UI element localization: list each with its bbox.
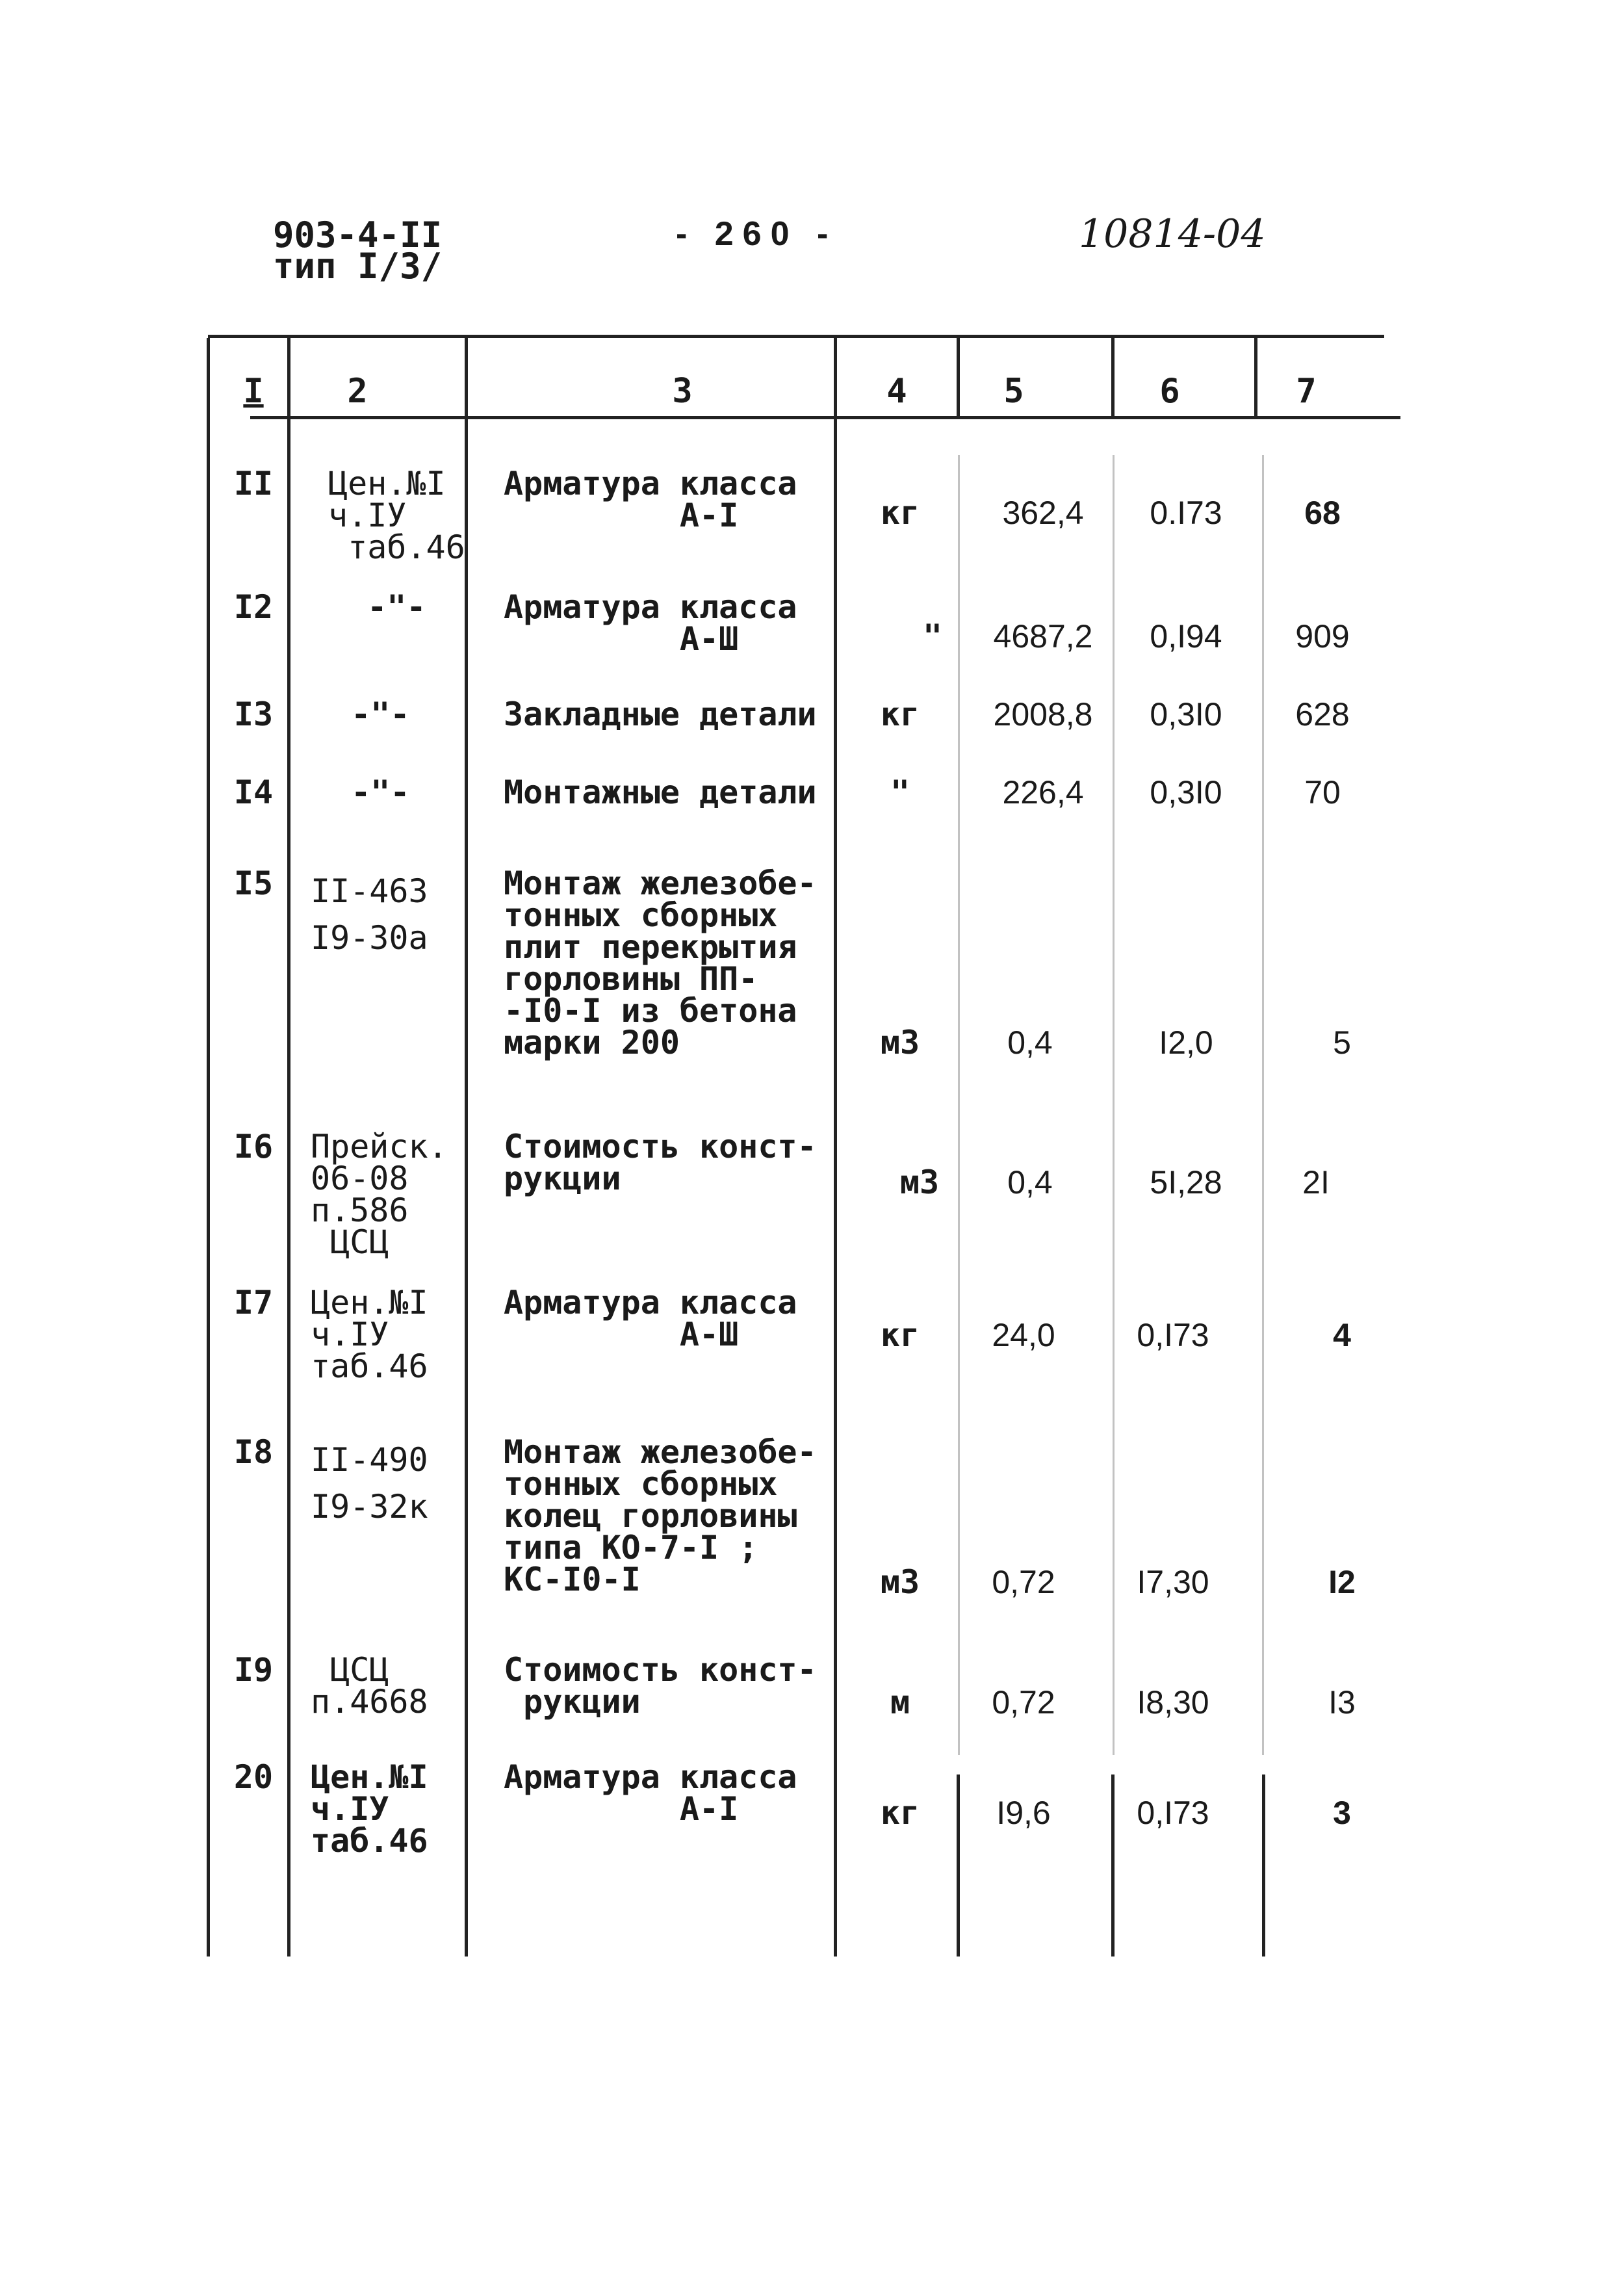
reference: II-490 I9-32к bbox=[311, 1441, 428, 1526]
item-name: Арматура класса А-I bbox=[504, 465, 797, 534]
item-name: Стоимость конст- рукции bbox=[504, 1128, 817, 1197]
total: 628 bbox=[1295, 696, 1350, 733]
reference: ЦСЦ п.4668 bbox=[311, 1651, 428, 1721]
unit: кг bbox=[880, 1794, 920, 1832]
unit: м3 bbox=[880, 1563, 920, 1601]
quantity: 0,72 bbox=[992, 1564, 1055, 1600]
total: I3 bbox=[1328, 1684, 1356, 1721]
document-code-line2: тип I/3/ bbox=[273, 246, 443, 287]
unit-price: 0,I73 bbox=[1137, 1795, 1209, 1831]
unit: м bbox=[890, 1684, 910, 1721]
total: 3 bbox=[1333, 1795, 1351, 1831]
item-name: Монтажные детали bbox=[504, 774, 817, 811]
total: 5 bbox=[1333, 1024, 1351, 1061]
item-name: Монтаж железобе- тонных сборных плит перекрытия горловины ПП- -I0-I из бетона марки 200 bbox=[504, 864, 817, 1061]
document-number: 10814-04 bbox=[1079, 211, 1266, 257]
quantity: I9,6 bbox=[996, 1795, 1051, 1831]
column-divider bbox=[1111, 338, 1115, 416]
column-number: 5 bbox=[1003, 372, 1024, 411]
total: 909 bbox=[1295, 618, 1350, 655]
item-name: Арматура класса А-I bbox=[504, 1758, 797, 1828]
unit: " bbox=[890, 774, 910, 811]
total: 2I bbox=[1302, 1164, 1330, 1201]
row-number: I5 bbox=[233, 864, 274, 902]
unit: кг bbox=[880, 696, 920, 733]
unit-price: 0,I73 bbox=[1137, 1317, 1209, 1353]
column-number: I bbox=[243, 372, 264, 411]
column-number: 2 bbox=[347, 372, 368, 411]
unit: " bbox=[922, 618, 943, 655]
column-divider bbox=[1262, 1774, 1265, 1956]
total: 68 bbox=[1304, 495, 1341, 531]
column-divider bbox=[834, 335, 837, 1956]
unit: кг bbox=[880, 1316, 920, 1354]
row-number: I9 bbox=[233, 1651, 274, 1689]
row-number: II bbox=[233, 465, 274, 502]
row-number: I6 bbox=[233, 1128, 274, 1165]
column-divider bbox=[1254, 338, 1257, 416]
quantity: 0,4 bbox=[1007, 1024, 1053, 1061]
item-name: Монтаж железобе- тонных сборных колец горловины типа КО-7-I ; КС-I0-I bbox=[504, 1433, 817, 1598]
unit-price: 0,I94 bbox=[1150, 618, 1222, 655]
total: I2 bbox=[1328, 1564, 1356, 1600]
reference: II-463 I9-30а bbox=[311, 872, 428, 957]
item-name: Арматура класса А-Ш bbox=[504, 588, 797, 658]
unit: м3 bbox=[899, 1164, 940, 1201]
reference: Цен.№I ч.IУ таб.46 bbox=[328, 465, 465, 566]
quantity: 4687,2 bbox=[993, 618, 1093, 655]
reference: Цен.№I ч.IУ таб.46 bbox=[311, 1758, 428, 1860]
column-number: 4 bbox=[886, 372, 907, 411]
unit: м3 bbox=[880, 1024, 920, 1061]
quantity: 0,4 bbox=[1007, 1164, 1053, 1201]
total: 4 bbox=[1333, 1317, 1351, 1353]
quantity: 226,4 bbox=[1002, 774, 1084, 811]
quantity: 362,4 bbox=[1002, 495, 1084, 531]
column-divider bbox=[957, 338, 960, 416]
item-name: Закладные детали bbox=[504, 696, 817, 733]
document-code bbox=[273, 214, 443, 287]
row-number: 20 bbox=[233, 1758, 274, 1796]
unit-price: 0.I73 bbox=[1150, 495, 1222, 531]
reference: -"- bbox=[312, 696, 410, 733]
item-name: Стоимость конст- рукции bbox=[504, 1651, 817, 1721]
unit-price: I7,30 bbox=[1137, 1564, 1209, 1600]
row-number: I3 bbox=[233, 696, 274, 733]
unit-price: 5I,28 bbox=[1150, 1164, 1222, 1201]
row-number: I2 bbox=[233, 588, 274, 626]
page-number: - 260 - bbox=[676, 215, 838, 253]
column-number: 6 bbox=[1159, 372, 1180, 411]
column-number: 3 bbox=[672, 372, 693, 411]
quantity: 2008,8 bbox=[993, 696, 1093, 733]
unit: кг bbox=[880, 494, 920, 532]
unit-price: 0,3I0 bbox=[1150, 774, 1222, 811]
reference: -"- bbox=[328, 588, 426, 626]
unit-price: 0,3I0 bbox=[1150, 696, 1222, 733]
item-name: Арматура класса А-Ш bbox=[504, 1284, 797, 1353]
table-top-rule bbox=[208, 335, 1384, 338]
header-bottom-rule bbox=[250, 416, 1400, 419]
quantity: 0,72 bbox=[992, 1684, 1055, 1721]
row-number: I8 bbox=[233, 1433, 274, 1471]
reference: Цен.№I ч.IУ таб.46 bbox=[311, 1284, 428, 1385]
column-divider bbox=[465, 338, 468, 1956]
reference: -"- bbox=[312, 774, 410, 811]
document-code-line1: 903-4-II bbox=[273, 214, 443, 255]
column-divider bbox=[207, 338, 210, 1956]
row-number: I7 bbox=[233, 1284, 274, 1321]
total: 70 bbox=[1304, 774, 1341, 811]
quantity: 24,0 bbox=[992, 1317, 1055, 1353]
reference: Прейск. 06-08 п.586 ЦСЦ bbox=[311, 1128, 448, 1261]
column-number: 7 bbox=[1296, 372, 1317, 411]
row-number: I4 bbox=[233, 774, 274, 811]
unit-price: I8,30 bbox=[1137, 1684, 1209, 1721]
unit-price: I2,0 bbox=[1159, 1024, 1213, 1061]
